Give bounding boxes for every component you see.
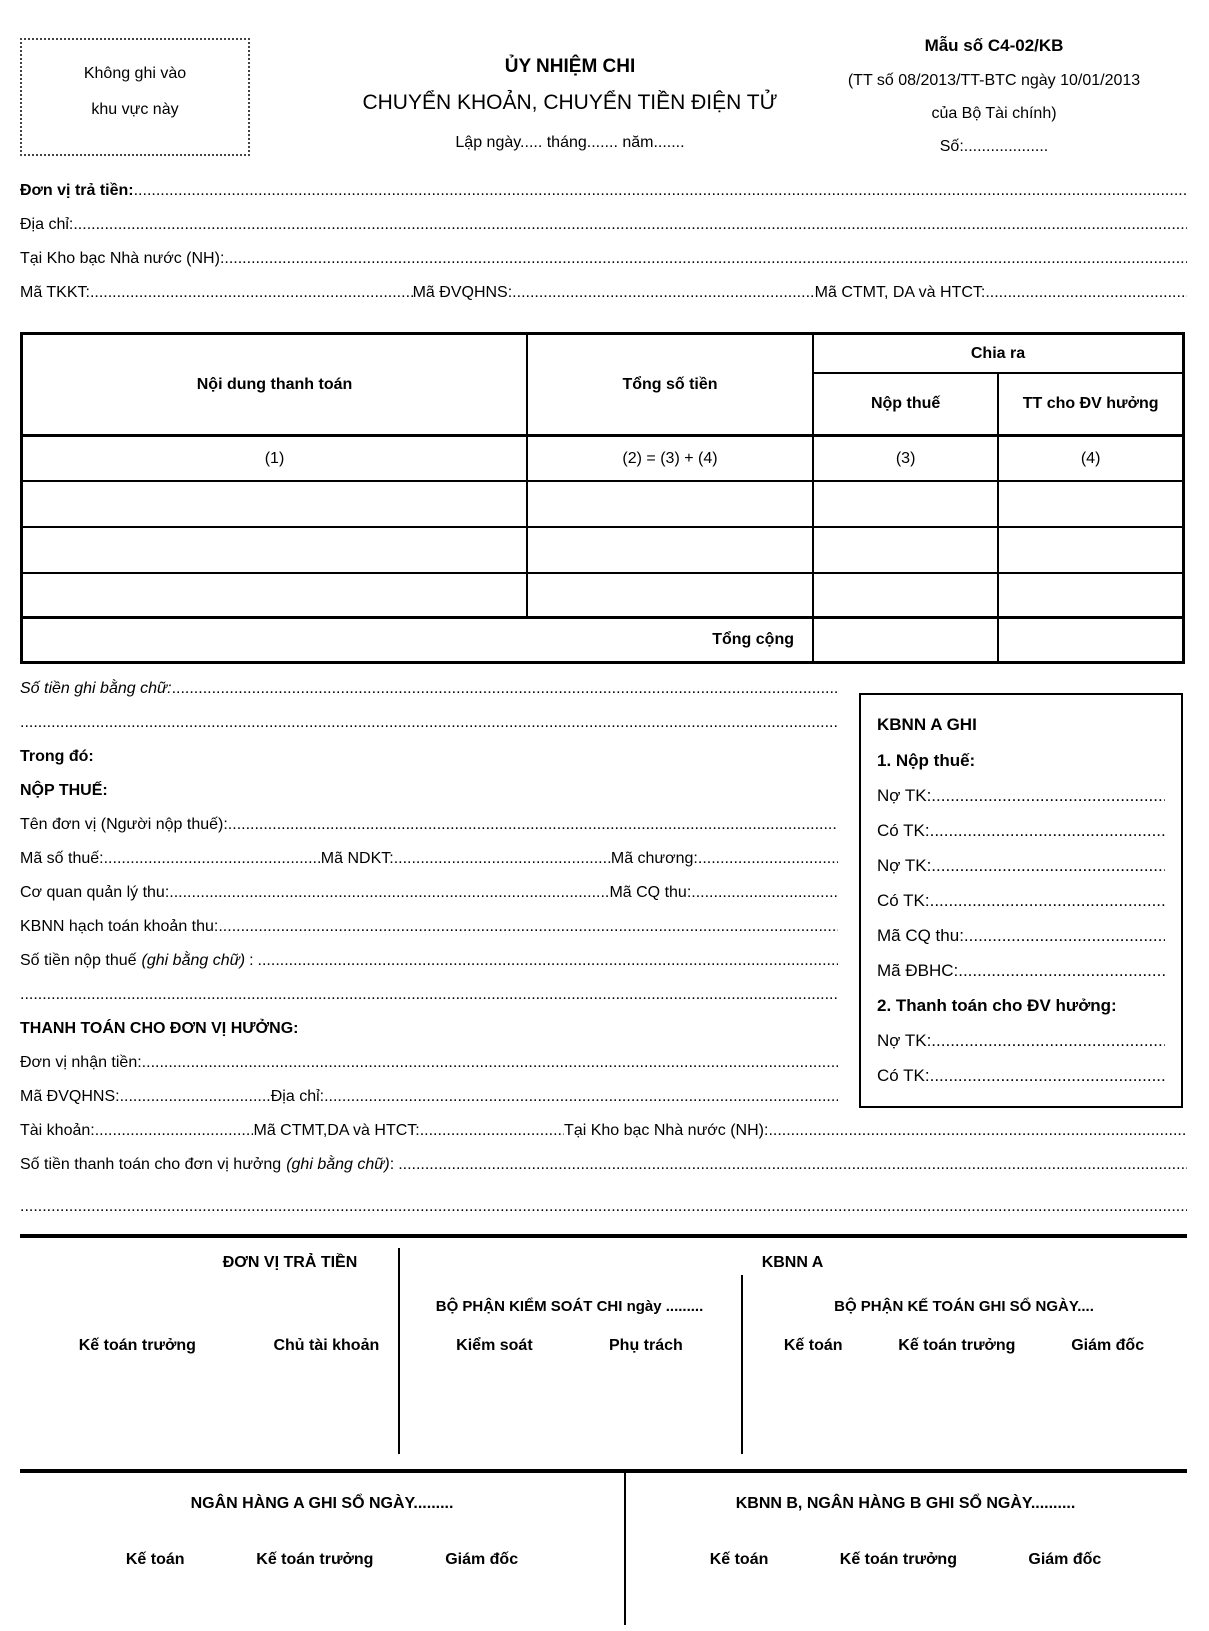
credit-account-line	[877, 883, 1167, 918]
total-beneficiary-cell	[998, 618, 1183, 663]
dotted-blank	[698, 842, 838, 876]
payer-treasury-label: Tại Kho bạc Nhà nước (NH):	[20, 250, 225, 267]
table-column-index-row	[22, 436, 1184, 482]
in-which-label: Trong đó:	[20, 748, 94, 765]
signature-section-banks	[20, 1469, 1187, 1631]
table-cell-empty	[813, 527, 998, 573]
form-number: Mẫu số C4-02/KB	[924, 36, 1064, 55]
dotted-blank	[398, 1148, 1187, 1182]
chief-accountant-label: Kế toán trưởng	[78, 1337, 196, 1354]
payer-codes-line	[20, 276, 1187, 310]
tax-amount-words-line	[20, 944, 838, 978]
table-row	[22, 481, 1184, 527]
table-cell-empty	[22, 481, 528, 527]
taxpayer-name-label: Tên đơn vị (Người nộp thuế):	[20, 816, 228, 833]
dotted-blank	[73, 208, 1187, 242]
kbnn-box-section-2: 2. Thanh toán cho ĐV hưởng:	[877, 996, 1117, 1015]
credit-account-label: Có TK:	[877, 821, 930, 840]
kbnn-b-signature-titles	[624, 1551, 1187, 1569]
table-cell-empty	[998, 573, 1183, 618]
in-which-line	[20, 740, 838, 774]
col-header-total: Tổng số tiền	[527, 334, 813, 436]
kbnn-a-entry-box	[859, 693, 1183, 1108]
form-title-block	[270, 52, 870, 162]
tkkt-code-label: Mã TKKT:	[20, 284, 90, 301]
tax-amount-label: Số tiền nộp thuế	[20, 952, 137, 969]
tax-colon: :	[249, 952, 254, 969]
taxpayer-name-line	[20, 808, 838, 842]
form-subtitle: CHUYỂN KHOẢN, CHUYỂN TIỀN ĐIỆN TỬ	[362, 91, 778, 114]
director-label: Giám đốc	[1071, 1337, 1145, 1354]
beneficiary-amount-words-continuation	[20, 1190, 1187, 1224]
payer-address-line	[20, 208, 1187, 242]
accountant-label: Kế toán	[783, 1337, 843, 1354]
table-total-row	[22, 618, 1184, 663]
table-header-row-1	[22, 334, 1184, 374]
dotted-blank	[224, 242, 1187, 276]
dbhc-code-label: Mã ĐBHC:	[877, 961, 959, 980]
dotted-blank	[169, 876, 609, 910]
table-cell-empty	[813, 573, 998, 618]
dotted-blank	[90, 276, 413, 310]
form-title: ỦY NHIỆM CHI	[504, 56, 636, 77]
dotted-blank	[218, 910, 838, 944]
credit-account-line	[877, 1058, 1167, 1093]
in-charge-label: Phụ trách	[609, 1337, 683, 1354]
table-cell-empty	[998, 481, 1183, 527]
total-label: Tổng cộng	[22, 618, 814, 663]
form-meta-block	[788, 28, 1200, 163]
control-department-heading: BỘ PHẬN KIỂM SOÁT CHI ngày .........	[435, 1298, 704, 1315]
tax-codes-line	[20, 842, 838, 876]
accountant-label: Kế toán	[125, 1551, 185, 1568]
ctmt-code-label: Mã CTMT, DA và HTCT:	[814, 284, 986, 301]
beneficiary-treasury-label: Tại Kho bạc Nhà nước (NH):	[564, 1122, 769, 1139]
beneficiary-amount-words-line	[20, 1148, 1187, 1182]
tax-authority-label: Cơ quan quản lý thu:	[20, 884, 170, 901]
dotted-blank	[985, 276, 1187, 310]
beneficiary-codes-line	[20, 1080, 838, 1114]
dotted-blank	[768, 1114, 1187, 1148]
debit-account-label: Nợ TK:	[877, 786, 932, 805]
no-write-line-1: Không ghi vào	[83, 65, 187, 82]
dotted-blank	[172, 672, 838, 706]
kbnn-b-heading: KBNN B, NGÂN HÀNG B GHI SỔ NGÀY..........	[735, 1495, 1076, 1512]
no-write-line-2: khu vực này	[91, 101, 179, 118]
debit-account-line	[877, 848, 1167, 883]
debit-account-label: Nợ TK:	[877, 856, 932, 875]
table-cell-empty	[527, 481, 813, 527]
table-cell-empty	[813, 481, 998, 527]
col-header-split: Chia ra	[813, 334, 1184, 374]
dotted-blank	[324, 1080, 838, 1114]
chief-accountant-label: Kế toán trưởng	[898, 1337, 1016, 1354]
beneficiary-amount-label: Số tiền thanh toán cho đơn vị hưởng	[20, 1156, 282, 1173]
dotted-blank	[930, 813, 1165, 848]
dotted-blank	[930, 883, 1165, 918]
accountant-label: Kế toán	[709, 1551, 769, 1568]
dvqhns-code-label: Mã ĐVQHNS:	[412, 284, 513, 301]
dotted-blank	[228, 808, 838, 842]
payer-address-label: Địa chỉ:	[20, 216, 74, 233]
payment-table	[20, 332, 1185, 664]
tax-in-words-note: (ghi bằng chữ)	[141, 952, 246, 969]
dotted-blank	[120, 1080, 271, 1114]
dotted-blank	[931, 848, 1165, 883]
signature-section-payer-kbnn	[20, 1234, 1187, 1469]
dotted-blank	[420, 1114, 564, 1148]
no-write-area-box	[20, 38, 250, 156]
cq-code-line	[877, 918, 1167, 953]
credit-account-label: Có TK:	[877, 1066, 930, 1085]
amount-in-words-label: Số tiền ghi bằng chữ:	[20, 680, 172, 697]
dotted-blank	[104, 842, 321, 876]
total-tax-cell	[813, 618, 998, 663]
cq-code-label: Mã CQ thu:	[609, 884, 692, 901]
dotted-blank	[142, 1046, 838, 1080]
table-cell-empty	[527, 573, 813, 618]
debit-account-line	[877, 1023, 1167, 1058]
tax-section-heading: NỘP THUẾ:	[20, 782, 108, 799]
tax-authority-line	[20, 876, 838, 910]
payer-signature-heading: ĐƠN VỊ TRẢ TIỀN	[222, 1254, 358, 1271]
table-cell-empty	[527, 527, 813, 573]
beneficiary-account-line	[20, 1114, 1187, 1148]
kbnn-box-section-1: 1. Nộp thuế:	[877, 751, 976, 770]
table-cell-empty	[998, 527, 1183, 573]
kbnn-a-signature-heading: KBNN A	[761, 1254, 824, 1271]
col-index-4: (4)	[998, 436, 1183, 482]
recipient-label: Đơn vị nhận tiền:	[20, 1054, 142, 1071]
table-cell-empty	[22, 573, 528, 618]
payer-treasury-line	[20, 242, 1187, 276]
ndkt-code-label: Mã NDKT:	[320, 850, 394, 867]
dotted-blank	[20, 706, 838, 740]
director-label: Giám đốc	[445, 1551, 519, 1568]
col-index-2: (2) = (3) + (4)	[527, 436, 813, 482]
amount-in-words-continuation	[20, 706, 838, 740]
middle-left-column	[20, 664, 838, 1114]
tax-code-label: Mã số thuế:	[20, 850, 104, 867]
dotted-blank	[258, 944, 838, 978]
dotted-blank	[930, 1058, 1165, 1093]
circular-reference-1: (TT số 08/2013/TT-BTC ngày 10/01/2013	[847, 72, 1141, 89]
payer-unit-line	[20, 174, 1187, 208]
account-holder-label: Chủ tài khoản	[273, 1337, 380, 1354]
amount-in-words-line	[20, 672, 838, 706]
credit-account-line	[877, 813, 1167, 848]
dotted-blank	[931, 1023, 1165, 1058]
director-label: Giám đốc	[1028, 1551, 1102, 1568]
circular-reference-2: của Bộ Tài chính)	[931, 105, 1057, 122]
table-cell-empty	[22, 527, 528, 573]
payer-signature-titles	[20, 1337, 438, 1355]
col-index-3: (3)	[813, 436, 998, 482]
dbhc-code-line	[877, 953, 1167, 988]
dotted-blank	[134, 174, 1187, 208]
kbnn-account-line	[20, 910, 838, 944]
cq-code-label: Mã CQ thu:	[877, 926, 964, 945]
dotted-blank	[20, 1190, 1187, 1224]
dotted-blank	[394, 842, 611, 876]
dotted-blank	[20, 978, 838, 1012]
kbnn-box-heading: KBNN A GHI	[877, 715, 977, 734]
middle-section	[20, 664, 1187, 1234]
col-index-1: (1)	[22, 436, 528, 482]
dotted-blank	[964, 918, 1165, 953]
dotted-blank	[958, 953, 1165, 988]
beneficiary-dvqhns-label: Mã ĐVQHNS:	[20, 1088, 120, 1105]
bank-a-heading: NGÂN HÀNG A GHI SỔ NGÀY.........	[190, 1495, 454, 1512]
form-date-line: Lập ngày..... tháng....... năm.......	[455, 134, 685, 151]
beneficiary-heading-line	[20, 1012, 838, 1046]
chapter-code-label: Mã chương:	[610, 850, 698, 867]
col-header-beneficiary: TT cho ĐV hưởng	[998, 373, 1183, 436]
accounting-department-heading: BỘ PHẬN KẾ TOÁN GHI SỔ NGÀY....	[834, 1298, 1094, 1315]
kbnn-account-label: KBNN hạch toán khoản thu:	[20, 918, 219, 935]
payer-section	[20, 174, 1187, 310]
col-header-content: Nội dung thanh toán	[22, 334, 528, 436]
table-row	[22, 573, 1184, 618]
beneficiary-address-label: Địa chỉ:	[270, 1088, 325, 1105]
recipient-line	[20, 1046, 838, 1080]
controller-label: Kiểm soát	[456, 1337, 533, 1354]
bank-a-signature-titles	[20, 1551, 624, 1569]
account-label: Tài khoản:	[20, 1122, 95, 1139]
col-header-tax: Nộp thuế	[813, 373, 998, 436]
debit-account-label: Nợ TK:	[877, 1031, 932, 1050]
dotted-blank	[931, 778, 1165, 813]
accounting-signature-titles	[741, 1337, 1187, 1355]
debit-account-line	[877, 778, 1167, 813]
chief-accountant-label: Kế toán trưởng	[839, 1551, 957, 1568]
beneficiary-ctmt-label: Mã CTMT,DA và HTCT:	[253, 1122, 420, 1139]
table-row	[22, 527, 1184, 573]
tax-heading-line	[20, 774, 838, 808]
credit-account-label: Có TK:	[877, 891, 930, 910]
beneficiary-in-words-note: (ghi bằng chữ)	[286, 1156, 390, 1173]
form-header	[0, 0, 1209, 174]
control-signature-titles	[398, 1337, 741, 1355]
tax-amount-words-continuation	[20, 978, 838, 1012]
serial-number-field: Số:...................	[939, 138, 1049, 155]
dotted-blank	[512, 276, 814, 310]
payer-unit-label: Đơn vị trả tiền:	[20, 182, 134, 199]
beneficiary-colon: :	[389, 1156, 395, 1173]
dotted-blank	[95, 1114, 254, 1148]
beneficiary-section-heading: THANH TOÁN CHO ĐƠN VỊ HƯỞNG:	[20, 1020, 299, 1037]
dotted-blank	[691, 876, 838, 910]
chief-accountant-label: Kế toán trưởng	[256, 1551, 374, 1568]
